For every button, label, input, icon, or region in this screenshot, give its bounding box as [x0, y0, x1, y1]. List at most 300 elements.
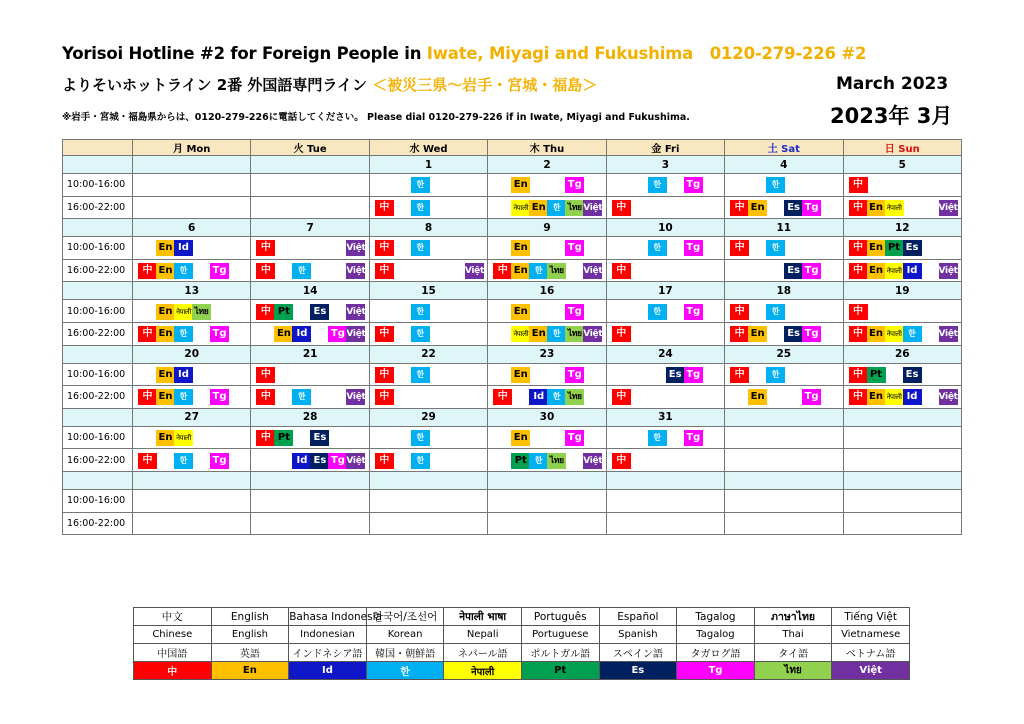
language-badge-ko: 한	[547, 326, 566, 342]
language-badge-zh: 中	[256, 263, 275, 279]
language-badge-zh: 中	[612, 200, 631, 216]
language-badge-ko: 한	[292, 389, 311, 405]
legend-en-vietnamese: Vietnamese	[832, 626, 910, 644]
legend-native-portuguese: Português	[521, 608, 599, 626]
language-badge-zh: 中	[375, 200, 394, 216]
date-cell-thu	[488, 471, 606, 489]
language-badge-vi: Việt	[346, 263, 365, 279]
language-badge-zh: 中	[730, 200, 749, 216]
language-badge-ne: नेपाली	[885, 389, 904, 405]
language-badge-zh: 中	[849, 326, 868, 342]
slot-cell-tue	[251, 174, 369, 197]
date-cell-wed: 8	[369, 219, 487, 237]
slot-cell-thu	[488, 259, 606, 282]
slot-cell-wed	[369, 300, 487, 323]
language-badge-zh: 中	[256, 389, 275, 405]
date-cell-sun: 19	[843, 282, 961, 300]
language-badge-pt: Pt	[867, 367, 886, 383]
time-slot-label: 10:00-16:00	[63, 363, 133, 386]
language-badge-vi: Việt	[583, 453, 602, 469]
language-badge-zh: 中	[849, 200, 868, 216]
week-date-row	[63, 408, 962, 426]
slot-cell-sat	[725, 489, 843, 512]
time-slot-label: 10:00-16:00	[63, 489, 133, 512]
language-badge-zh: 中	[849, 389, 868, 405]
language-badge-ko: 한	[411, 453, 430, 469]
language-badge-en: En	[156, 326, 175, 342]
language-badge-zh: 中	[256, 240, 275, 256]
slot-cell-fri	[606, 363, 724, 386]
slot-cell-tue	[251, 512, 369, 535]
legend-code-spanish: Es	[599, 662, 677, 680]
language-badge-id: Id	[903, 389, 922, 405]
language-badge-tg: Tg	[565, 304, 584, 320]
date-cell-fri: 17	[606, 282, 724, 300]
slot-cell-sun	[843, 237, 961, 260]
slot-cell-fri	[606, 196, 724, 219]
language-badge-ko: 한	[411, 304, 430, 320]
slot-cell-sun	[843, 322, 961, 345]
language-badge-es: Es	[903, 367, 922, 383]
slot-cell-wed	[369, 174, 487, 197]
time-slot-label: 10:00-16:00	[63, 174, 133, 197]
language-badge-es: Es	[784, 200, 803, 216]
date-row-label	[63, 156, 133, 174]
date-cell-tue: 21	[251, 345, 369, 363]
time-slot-label: 16:00-22:00	[63, 196, 133, 219]
legend-en-spanish: Spanish	[599, 626, 677, 644]
language-badge-ko: 한	[766, 367, 785, 383]
legend-code-row	[134, 662, 910, 680]
time-slot-row	[63, 449, 962, 472]
date-cell-sat: 25	[725, 345, 843, 363]
date-cell-fri: 31	[606, 408, 724, 426]
language-badge-es: Es	[310, 304, 329, 320]
time-slot-row	[63, 489, 962, 512]
language-badge-en: En	[511, 240, 530, 256]
slot-cell-sat	[725, 386, 843, 409]
date-cell-mon: 13	[133, 282, 251, 300]
slot-cell-mon	[133, 512, 251, 535]
language-badge-en: En	[529, 326, 548, 342]
time-slot-row	[63, 237, 962, 260]
weekday-fri: 金 Fri	[606, 140, 724, 156]
date-cell-sat: 18	[725, 282, 843, 300]
language-badge-en: En	[156, 304, 175, 320]
slot-cell-sat	[725, 512, 843, 535]
language-badge-zh: 中	[375, 263, 394, 279]
language-badge-zh: 中	[256, 304, 275, 320]
date-cell-sat: 4	[725, 156, 843, 174]
language-badge-zh: 中	[375, 367, 394, 383]
slot-cell-tue	[251, 386, 369, 409]
slot-cell-mon	[133, 363, 251, 386]
language-badge-vi: Việt	[465, 263, 484, 279]
language-badge-ko: 한	[648, 430, 667, 446]
slot-cell-wed	[369, 322, 487, 345]
slot-cell-wed	[369, 512, 487, 535]
week-date-row	[63, 219, 962, 237]
language-badge-zh: 中	[730, 240, 749, 256]
week-date-row	[63, 156, 962, 174]
language-badge-ko: 한	[529, 453, 548, 469]
language-badge-th: ไทย	[565, 326, 584, 342]
slot-cell-mon	[133, 426, 251, 449]
date-cell-thu: 2	[488, 156, 606, 174]
slot-cell-wed	[369, 196, 487, 219]
legend-jp-korean: 韓国・朝鮮語	[366, 644, 444, 662]
legend-code-korean: 한	[366, 662, 444, 680]
weekday-mon: 月 Mon	[133, 140, 251, 156]
slot-cell-mon	[133, 259, 251, 282]
slot-cell-tue	[251, 426, 369, 449]
date-cell-fri: 10	[606, 219, 724, 237]
language-badge-zh: 中	[375, 240, 394, 256]
language-badge-tg: Tg	[802, 326, 821, 342]
language-badge-tg: Tg	[210, 263, 229, 279]
date-cell-mon: 6	[133, 219, 251, 237]
language-badge-id: Id	[529, 389, 548, 405]
date-cell-mon	[133, 471, 251, 489]
time-slot-label: 10:00-16:00	[63, 300, 133, 323]
legend-native-korean: 한국어/조선어	[366, 608, 444, 626]
language-badge-zh: 中	[375, 389, 394, 405]
time-slot-row	[63, 174, 962, 197]
language-badge-en: En	[511, 430, 530, 446]
weekday-thu: 木 Thu	[488, 140, 606, 156]
date-cell-sun	[843, 471, 961, 489]
month-label-jp: 2023年 3月	[830, 104, 953, 128]
language-badge-ko: 한	[547, 389, 566, 405]
language-badge-en: En	[867, 326, 886, 342]
language-badge-zh: 中	[138, 326, 157, 342]
legend-jp-indonesian: インドネシア語	[289, 644, 367, 662]
legend-en-thai: Thai	[754, 626, 832, 644]
language-badge-ko: 한	[174, 389, 193, 405]
date-cell-sun: 5	[843, 156, 961, 174]
slot-cell-wed	[369, 426, 487, 449]
language-badge-pt: Pt	[885, 240, 904, 256]
language-badge-en: En	[156, 240, 175, 256]
language-badge-ko: 한	[174, 263, 193, 279]
slot-cell-tue	[251, 196, 369, 219]
slot-cell-mon	[133, 489, 251, 512]
legend-code-tagalog: Tg	[677, 662, 755, 680]
date-cell-wed: 1	[369, 156, 487, 174]
language-badge-tg: Tg	[684, 240, 703, 256]
language-badge-ko: 한	[411, 367, 430, 383]
slot-cell-sat	[725, 196, 843, 219]
schedule-calendar	[62, 139, 962, 535]
slot-cell-sat	[725, 174, 843, 197]
language-badge-zh: 中	[138, 453, 157, 469]
language-badge-zh: 中	[493, 263, 512, 279]
language-badge-en: En	[867, 240, 886, 256]
language-badge-ko: 한	[292, 263, 311, 279]
legend-native-english: English	[211, 608, 289, 626]
slot-cell-thu	[488, 300, 606, 323]
slot-cell-thu	[488, 363, 606, 386]
language-badge-ko: 한	[529, 263, 548, 279]
language-badge-ne: नेपाली	[885, 200, 904, 216]
language-badge-ko: 한	[411, 200, 430, 216]
language-legend	[133, 607, 910, 680]
slot-cell-fri	[606, 449, 724, 472]
language-badge-ko: 한	[411, 430, 430, 446]
language-badge-zh: 中	[730, 326, 749, 342]
slot-cell-sun	[843, 196, 961, 219]
slot-cell-sat	[725, 237, 843, 260]
language-badge-tg: Tg	[210, 326, 229, 342]
slot-cell-mon	[133, 300, 251, 323]
slot-cell-fri	[606, 386, 724, 409]
week-date-row	[63, 282, 962, 300]
calendar-body	[63, 156, 962, 535]
language-badge-ko: 한	[648, 240, 667, 256]
language-badge-zh: 中	[849, 304, 868, 320]
language-badge-vi: Việt	[346, 326, 365, 342]
language-badge-es: Es	[784, 263, 803, 279]
language-badge-vi: Việt	[346, 389, 365, 405]
legend-jp-spanish: スペイン語	[599, 644, 677, 662]
date-cell-wed	[369, 471, 487, 489]
slot-cell-sun	[843, 363, 961, 386]
language-badge-es: Es	[903, 240, 922, 256]
language-badge-es: Es	[784, 326, 803, 342]
language-badge-en: En	[748, 326, 767, 342]
language-badge-tg: Tg	[684, 304, 703, 320]
legend-english-row	[134, 626, 910, 644]
slot-cell-fri	[606, 259, 724, 282]
week-date-row	[63, 471, 962, 489]
slot-cell-mon	[133, 174, 251, 197]
language-badge-tg: Tg	[802, 389, 821, 405]
language-badge-vi: Việt	[583, 263, 602, 279]
slot-cell-sat	[725, 322, 843, 345]
dial-note: ※岩手・宮城・福島県からは、0120-279-226に電話してください。 Please dial 0120-279-226 if in Iwate, Miyagi and Fukushima.	[62, 112, 690, 123]
language-badge-zh: 中	[612, 389, 631, 405]
language-badge-tg: Tg	[802, 263, 821, 279]
date-cell-thu: 23	[488, 345, 606, 363]
slot-cell-thu	[488, 426, 606, 449]
week-date-row	[63, 345, 962, 363]
slot-cell-sat	[725, 259, 843, 282]
language-badge-th: ไทย	[565, 389, 584, 405]
language-badge-zh: 中	[375, 453, 394, 469]
language-badge-vi: Việt	[939, 263, 958, 279]
date-cell-sat	[725, 408, 843, 426]
date-cell-sun: 26	[843, 345, 961, 363]
slot-cell-mon	[133, 237, 251, 260]
legend-code-portuguese: Pt	[521, 662, 599, 680]
slot-cell-mon	[133, 322, 251, 345]
language-badge-tg: Tg	[210, 389, 229, 405]
language-badge-vi: Việt	[583, 200, 602, 216]
slot-cell-fri	[606, 300, 724, 323]
language-badge-zh: 中	[493, 389, 512, 405]
time-slot-label: 10:00-16:00	[63, 426, 133, 449]
language-badge-vi: Việt	[939, 326, 958, 342]
legend-en-chinese: Chinese	[134, 626, 212, 644]
date-row-label	[63, 219, 133, 237]
language-badge-ne: नेपाली	[885, 263, 904, 279]
slot-cell-thu	[488, 512, 606, 535]
slot-cell-sun	[843, 300, 961, 323]
language-badge-ko: 한	[174, 453, 193, 469]
legend-native-spanish: Español	[599, 608, 677, 626]
slot-cell-mon	[133, 196, 251, 219]
language-badge-tg: Tg	[565, 430, 584, 446]
time-slot-row	[63, 300, 962, 323]
legend-en-tagalog: Tagalog	[677, 626, 755, 644]
language-badge-ko: 한	[547, 200, 566, 216]
language-badge-vi: Việt	[346, 453, 365, 469]
slot-cell-sat	[725, 449, 843, 472]
date-cell-wed: 15	[369, 282, 487, 300]
legend-jp-thai: タイ語	[754, 644, 832, 662]
language-badge-ne: नेपाली	[174, 430, 193, 446]
time-slot-label: 16:00-22:00	[63, 449, 133, 472]
language-badge-en: En	[748, 389, 767, 405]
language-badge-ko: 한	[648, 304, 667, 320]
slot-cell-thu	[488, 449, 606, 472]
jp-title-prefix: よりそいホットライン 2番 外国語専門ライン	[62, 76, 373, 94]
legend-japanese-row	[134, 644, 910, 662]
date-row-label	[63, 282, 133, 300]
language-badge-tg: Tg	[565, 177, 584, 193]
slot-cell-wed	[369, 386, 487, 409]
legend-code-english: En	[211, 662, 289, 680]
slot-cell-tue	[251, 489, 369, 512]
language-badge-ko: 한	[411, 240, 430, 256]
language-badge-th: ไทย	[565, 200, 584, 216]
date-cell-sun	[843, 408, 961, 426]
language-badge-vi: Việt	[346, 304, 365, 320]
legend-jp-nepali: ネパール語	[444, 644, 522, 662]
legend-code-indonesian: Id	[289, 662, 367, 680]
legend-en-english: English	[211, 626, 289, 644]
legend-native-row	[134, 608, 910, 626]
language-badge-zh: 中	[138, 263, 157, 279]
date-cell-thu: 16	[488, 282, 606, 300]
language-badge-tg: Tg	[328, 326, 347, 342]
date-cell-sun: 12	[843, 219, 961, 237]
time-slot-row	[63, 322, 962, 345]
date-row-label	[63, 471, 133, 489]
language-badge-en: En	[529, 200, 548, 216]
slot-cell-sun	[843, 489, 961, 512]
language-badge-en: En	[867, 263, 886, 279]
date-cell-wed: 29	[369, 408, 487, 426]
slot-cell-tue	[251, 363, 369, 386]
slot-cell-thu	[488, 322, 606, 345]
title-phone: 0120-279-226 #2	[709, 44, 867, 63]
language-badge-ko: 한	[648, 177, 667, 193]
date-cell-fri	[606, 471, 724, 489]
language-badge-zh: 中	[849, 367, 868, 383]
language-badge-tg: Tg	[565, 240, 584, 256]
date-cell-tue: 28	[251, 408, 369, 426]
language-badge-ne: नेपाली	[511, 326, 530, 342]
date-cell-sat: 11	[725, 219, 843, 237]
language-badge-en: En	[156, 430, 175, 446]
language-badge-zh: 中	[612, 263, 631, 279]
date-cell-fri: 3	[606, 156, 724, 174]
legend-native-tagalog: Tagalog	[677, 608, 755, 626]
slot-cell-thu	[488, 196, 606, 219]
language-badge-zh: 中	[256, 367, 275, 383]
month-label-en: March 2023	[836, 74, 949, 94]
language-badge-ko: 한	[903, 326, 922, 342]
title-prefix: Yorisoi Hotline #2 for Foreign People in	[62, 44, 427, 63]
slot-cell-wed	[369, 363, 487, 386]
legend-native-thai: ภาษาไทย	[754, 608, 832, 626]
date-cell-wed: 22	[369, 345, 487, 363]
slot-cell-sun	[843, 449, 961, 472]
slot-cell-sat	[725, 363, 843, 386]
language-badge-ko: 한	[766, 240, 785, 256]
language-badge-zh: 中	[849, 240, 868, 256]
slot-cell-thu	[488, 237, 606, 260]
language-badge-zh: 中	[849, 263, 868, 279]
language-badge-zh: 中	[730, 304, 749, 320]
language-badge-tg: Tg	[684, 177, 703, 193]
language-badge-en: En	[511, 263, 530, 279]
language-badge-th: ไทย	[547, 453, 566, 469]
language-badge-id: Id	[174, 367, 193, 383]
slot-cell-sun	[843, 512, 961, 535]
legend-native-chinese: 中文	[134, 608, 212, 626]
slot-cell-mon	[133, 386, 251, 409]
date-row-label	[63, 345, 133, 363]
hotline-title	[62, 44, 866, 63]
legend-jp-vietnamese: ベトナム語	[832, 644, 910, 662]
language-badge-es: Es	[666, 367, 685, 383]
slot-cell-fri	[606, 322, 724, 345]
slot-cell-fri	[606, 512, 724, 535]
slot-cell-tue	[251, 237, 369, 260]
slot-cell-wed	[369, 237, 487, 260]
language-badge-en: En	[156, 367, 175, 383]
slot-cell-fri	[606, 174, 724, 197]
slot-cell-wed	[369, 489, 487, 512]
language-badge-zh: 中	[138, 389, 157, 405]
time-slot-row	[63, 512, 962, 535]
slot-cell-tue	[251, 322, 369, 345]
language-badge-en: En	[511, 367, 530, 383]
legend-code-vietnamese: Việt	[832, 662, 910, 680]
language-badge-ko: 한	[411, 326, 430, 342]
language-badge-vi: Việt	[583, 326, 602, 342]
slot-cell-fri	[606, 237, 724, 260]
legend-native-indonesian: Bahasa Indonesia	[289, 608, 367, 626]
language-badge-en: En	[511, 177, 530, 193]
legend-en-nepali: Nepali	[444, 626, 522, 644]
time-slot-label: 10:00-16:00	[63, 237, 133, 260]
language-badge-es: Es	[310, 430, 329, 446]
title-region: Iwate, Miyagi and Fukushima	[426, 44, 694, 63]
language-badge-zh: 中	[612, 453, 631, 469]
legend-code-chinese: 中	[134, 662, 212, 680]
time-slot-row	[63, 386, 962, 409]
date-cell-mon	[133, 156, 251, 174]
language-badge-tg: Tg	[328, 453, 347, 469]
slot-cell-mon	[133, 449, 251, 472]
weekday-sun: 日 Sun	[843, 140, 961, 156]
language-badge-en: En	[867, 389, 886, 405]
language-badge-tg: Tg	[802, 200, 821, 216]
language-badge-vi: Việt	[939, 200, 958, 216]
